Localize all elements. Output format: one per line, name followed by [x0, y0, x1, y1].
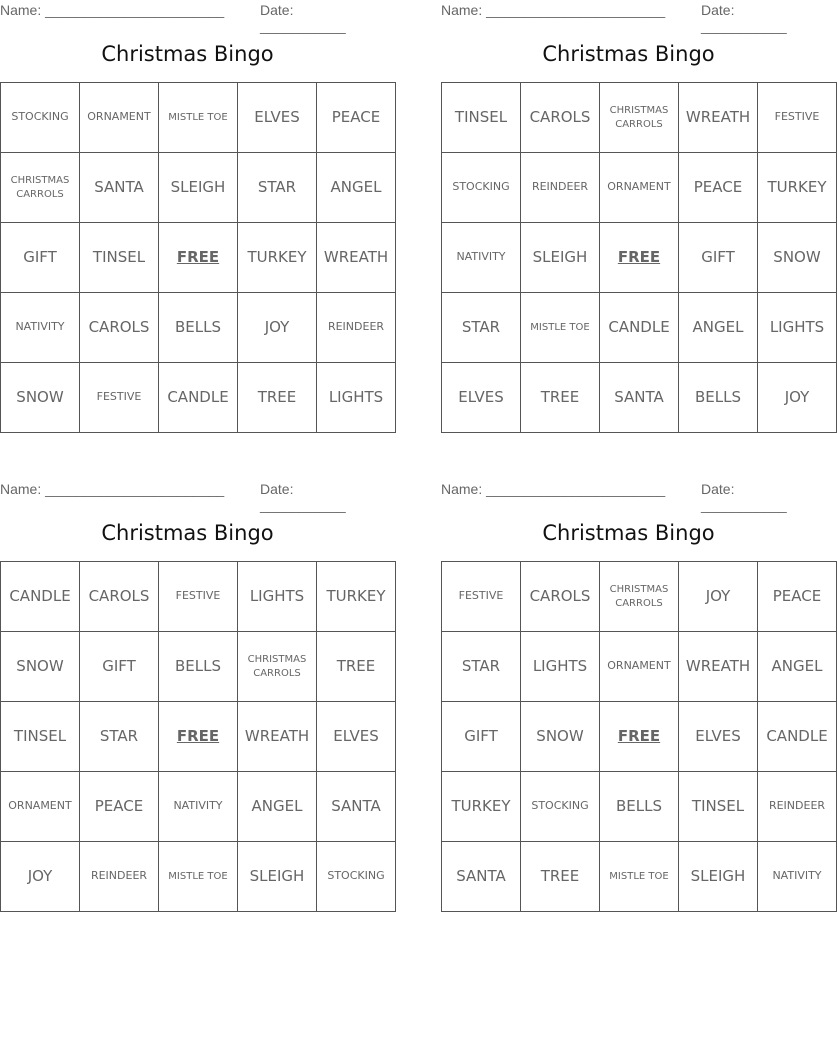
bingo-cell: SLEIGH	[238, 842, 317, 912]
card-header	[0, 481, 375, 513]
bingo-row	[442, 83, 837, 153]
date-line: Date: ___________	[260, 2, 346, 34]
name-line: Name: _______________________	[0, 2, 225, 18]
bingo-cell: FESTIVE	[159, 562, 238, 632]
bingo-cell: MISTLE TOE	[159, 83, 238, 153]
bingo-cell: SNOW	[1, 363, 80, 433]
bingo-cell: FESTIVE	[758, 83, 837, 153]
bingo-cell: STOCKING	[442, 153, 521, 223]
name-line: Name: _______________________	[0, 481, 225, 497]
bingo-grid	[0, 82, 396, 433]
bingo-cell: CHRISTMAS CARROLS	[600, 562, 679, 632]
bingo-cell: TREE	[521, 363, 600, 433]
bingo-grid	[441, 561, 837, 912]
date-line: Date: ___________	[701, 481, 787, 513]
bingo-cell: CAROLS	[80, 562, 159, 632]
bingo-cell: LIGHTS	[758, 293, 837, 363]
bingo-row	[442, 223, 837, 293]
bingo-row	[1, 772, 396, 842]
bingo-cell: TREE	[317, 632, 396, 702]
bingo-cell: REINDEER	[317, 293, 396, 363]
bingo-cell: TURKEY	[758, 153, 837, 223]
bingo-cell: LIGHTS	[238, 562, 317, 632]
bingo-row	[1, 842, 396, 912]
bingo-cell: BELLS	[679, 363, 758, 433]
bingo-cell: SLEIGH	[159, 153, 238, 223]
bingo-cell: NATIVITY	[1, 293, 80, 363]
bingo-cell: CHRISTMAS CARROLS	[238, 632, 317, 702]
bingo-cell: SNOW	[758, 223, 837, 293]
card-header	[441, 481, 816, 513]
bingo-cell: TINSEL	[1, 702, 80, 772]
bingo-row	[442, 562, 837, 632]
free-space-cell: FREE	[600, 223, 679, 293]
bingo-cell: STAR	[442, 293, 521, 363]
card-title: Christmas Bingo	[101, 42, 274, 66]
bingo-cell: WREATH	[679, 632, 758, 702]
card-title: Christmas Bingo	[101, 521, 274, 545]
bingo-grid	[441, 82, 837, 433]
bingo-cell: WREATH	[317, 223, 396, 293]
bingo-cell: MISTLE TOE	[159, 842, 238, 912]
bingo-cell: NATIVITY	[758, 842, 837, 912]
bingo-cell: STOCKING	[521, 772, 600, 842]
bingo-cell: REINDEER	[758, 772, 837, 842]
free-space-cell: FREE	[159, 702, 238, 772]
bingo-cell: MISTLE TOE	[600, 842, 679, 912]
bingo-cell: GIFT	[1, 223, 80, 293]
bingo-row	[442, 772, 837, 842]
bingo-cell: ANGEL	[317, 153, 396, 223]
date-line: Date: ___________	[260, 481, 346, 513]
free-space-cell: FREE	[600, 702, 679, 772]
bingo-cell: TURKEY	[238, 223, 317, 293]
bingo-cell: STAR	[238, 153, 317, 223]
bingo-cell: JOY	[758, 363, 837, 433]
bingo-cell: LIGHTS	[317, 363, 396, 433]
bingo-row	[442, 702, 837, 772]
bingo-cell: GIFT	[442, 702, 521, 772]
bingo-cell: ORNAMENT	[600, 632, 679, 702]
bingo-cell: TINSEL	[80, 223, 159, 293]
bingo-cell: MISTLE TOE	[521, 293, 600, 363]
bingo-cell: ORNAMENT	[80, 83, 159, 153]
bingo-cell: NATIVITY	[442, 223, 521, 293]
bingo-row	[1, 562, 396, 632]
bingo-row	[1, 83, 396, 153]
bingo-cell: SNOW	[1, 632, 80, 702]
bingo-cell: TREE	[238, 363, 317, 433]
bingo-cell: ELVES	[442, 363, 521, 433]
bingo-cell: ELVES	[317, 702, 396, 772]
bingo-cell: WREATH	[679, 83, 758, 153]
bingo-cell: LIGHTS	[521, 632, 600, 702]
bingo-cell: REINDEER	[521, 153, 600, 223]
bingo-cell: CAROLS	[521, 562, 600, 632]
bingo-cell: PEACE	[758, 562, 837, 632]
bingo-row	[1, 632, 396, 702]
bingo-cell: CHRISTMAS CARROLS	[600, 83, 679, 153]
name-line: Name: _______________________	[441, 481, 666, 497]
name-line: Name: _______________________	[441, 2, 666, 18]
bingo-cell: FESTIVE	[80, 363, 159, 433]
bingo-cell: PEACE	[80, 772, 159, 842]
bingo-cell: TINSEL	[442, 83, 521, 153]
bingo-cell: CANDLE	[159, 363, 238, 433]
bingo-row	[1, 223, 396, 293]
card-title: Christmas Bingo	[542, 521, 715, 545]
card-header	[441, 2, 816, 34]
bingo-cell: REINDEER	[80, 842, 159, 912]
bingo-cell: STOCKING	[1, 83, 80, 153]
card-title: Christmas Bingo	[542, 42, 715, 66]
bingo-row	[442, 153, 837, 223]
free-space-cell: FREE	[159, 223, 238, 293]
bingo-cell: ORNAMENT	[600, 153, 679, 223]
bingo-row	[442, 363, 837, 433]
bingo-grid	[0, 561, 396, 912]
bingo-cell: CAROLS	[521, 83, 600, 153]
bingo-cell: SANTA	[317, 772, 396, 842]
bingo-row	[1, 293, 396, 363]
bingo-cell: SLEIGH	[679, 842, 758, 912]
bingo-cell: TINSEL	[679, 772, 758, 842]
bingo-cell: PEACE	[317, 83, 396, 153]
bingo-cell: TURKEY	[317, 562, 396, 632]
bingo-cell: CAROLS	[80, 293, 159, 363]
bingo-cell: JOY	[238, 293, 317, 363]
bingo-row	[442, 293, 837, 363]
bingo-cell: BELLS	[159, 632, 238, 702]
bingo-cell: JOY	[679, 562, 758, 632]
bingo-cell: CANDLE	[1, 562, 80, 632]
bingo-cell: STOCKING	[317, 842, 396, 912]
bingo-cell: SANTA	[442, 842, 521, 912]
bingo-cell: CHRISTMAS CARROLS	[1, 153, 80, 223]
bingo-cell: FESTIVE	[442, 562, 521, 632]
bingo-cell: CANDLE	[758, 702, 837, 772]
bingo-cell: ANGEL	[238, 772, 317, 842]
bingo-cell: STAR	[80, 702, 159, 772]
bingo-cell: ANGEL	[758, 632, 837, 702]
bingo-cell: NATIVITY	[159, 772, 238, 842]
bingo-row	[442, 842, 837, 912]
bingo-cell: SANTA	[600, 363, 679, 433]
bingo-cell: ORNAMENT	[1, 772, 80, 842]
bingo-cell: BELLS	[600, 772, 679, 842]
bingo-cell: CANDLE	[600, 293, 679, 363]
bingo-cell: BELLS	[159, 293, 238, 363]
bingo-cell: SANTA	[80, 153, 159, 223]
bingo-cell: SLEIGH	[521, 223, 600, 293]
bingo-cell: WREATH	[238, 702, 317, 772]
date-line: Date: ___________	[701, 2, 787, 34]
bingo-row	[1, 363, 396, 433]
bingo-cell: PEACE	[679, 153, 758, 223]
bingo-row	[1, 702, 396, 772]
bingo-cell: TURKEY	[442, 772, 521, 842]
bingo-row	[442, 632, 837, 702]
bingo-cell: GIFT	[80, 632, 159, 702]
bingo-cell: STAR	[442, 632, 521, 702]
bingo-cell: JOY	[1, 842, 80, 912]
bingo-row	[1, 153, 396, 223]
bingo-cell: TREE	[521, 842, 600, 912]
bingo-cell: ANGEL	[679, 293, 758, 363]
bingo-cell: ELVES	[679, 702, 758, 772]
bingo-cell: SNOW	[521, 702, 600, 772]
bingo-cell: GIFT	[679, 223, 758, 293]
card-header	[0, 2, 375, 34]
bingo-cell: ELVES	[238, 83, 317, 153]
